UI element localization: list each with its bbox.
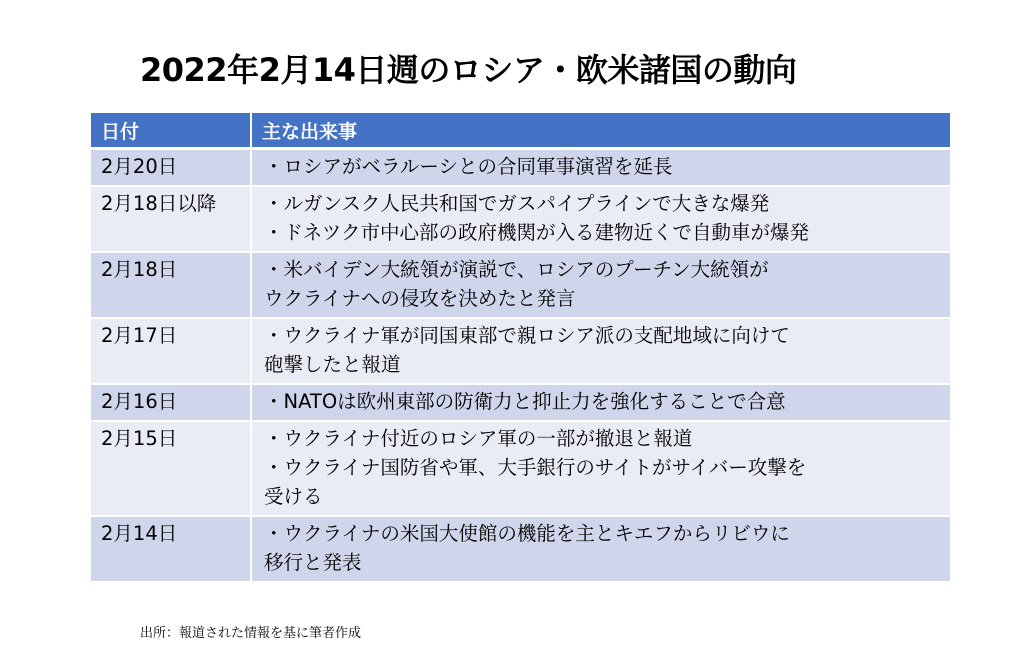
page-title: 2022年2月14日週のロシア・欧米諸国の動向 (140, 51, 797, 89)
row-event: ・ウクライナの米国大使館の機能を主とキエフからリビウに 移行と発表 (251, 516, 950, 582)
row-date: 2月16日 (91, 384, 251, 421)
table-header-row (91, 113, 950, 149)
row-date: 2月18日以降 (91, 186, 251, 252)
row-date: 2月17日 (91, 318, 251, 384)
row-event: ・NATOは欧州東部の防衛力と抑止力を強化することで合意 (251, 384, 950, 421)
row-date: 2月18日 (91, 252, 251, 318)
source-note: 出所：報道された情報を基に筆者作成 (140, 626, 362, 641)
row-event: ・ロシアがベラルーシとの合同軍事演習を延長 (251, 149, 950, 187)
header-date: 日付 (91, 113, 251, 149)
row-date: 2月15日 (91, 421, 251, 516)
table-row (91, 516, 950, 582)
header-event: 主な出来事 (251, 113, 950, 149)
table-row (91, 186, 950, 252)
table-row (91, 149, 950, 187)
table-row (91, 384, 950, 421)
events-table (91, 113, 950, 583)
table-row (91, 318, 950, 384)
row-date: 2月20日 (91, 149, 251, 187)
table-row (91, 421, 950, 516)
table-row (91, 252, 950, 318)
row-event: ・米バイデン大統領が演説で、ロシアのプーチン大統領が ウクライナへの侵攻を決めたと発言 (251, 252, 950, 318)
row-date: 2月14日 (91, 516, 251, 582)
row-event: ・ウクライナ軍が同国東部で親ロシア派の支配地域に向けて 砲撃したと報道 (251, 318, 950, 384)
row-event: ・ルガンスク人民共和国でガスパイプラインで大きな爆発 ・ドネツク市中心部の政府機関が入る建物近くで自動車が爆発 (251, 186, 950, 252)
row-event: ・ウクライナ付近のロシア軍の一部が撤退と報道 ・ウクライナ国防省や軍、大手銀行のサイトがサイバー攻撃を 受ける (251, 421, 950, 516)
